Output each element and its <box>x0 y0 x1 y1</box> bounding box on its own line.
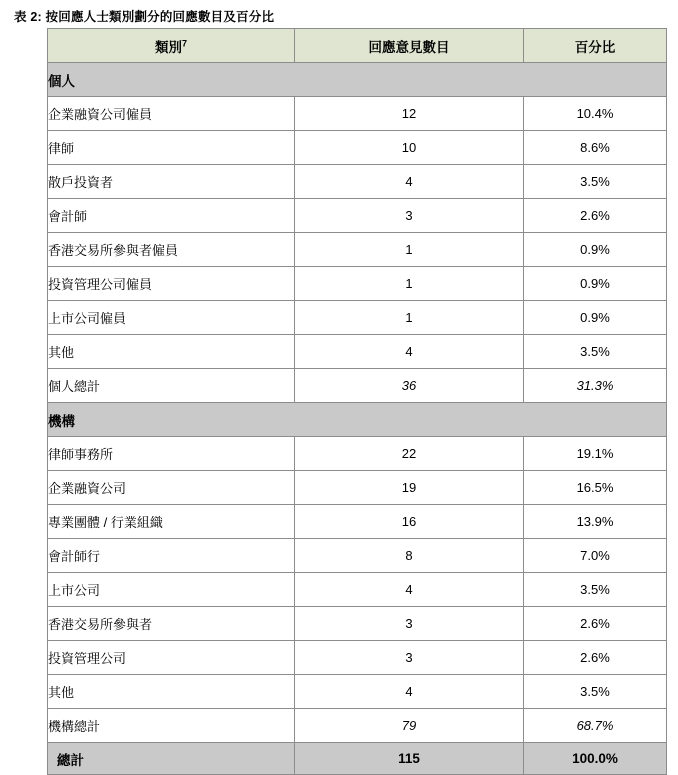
row-percent: 0.9% <box>524 233 667 267</box>
column-header-percent: 百分比 <box>524 29 667 63</box>
table-row <box>48 199 667 233</box>
group-header-label: 機構 <box>48 403 667 437</box>
table-row <box>48 607 667 641</box>
grand-total-row <box>48 743 667 775</box>
subtotal-label: 機構總計 <box>48 709 295 743</box>
grand-total-percent: 100.0% <box>524 743 667 775</box>
row-percent: 7.0% <box>524 539 667 573</box>
row-percent: 10.4% <box>524 97 667 131</box>
row-count: 12 <box>295 97 524 131</box>
row-label: 香港交易所參與者僱員 <box>48 233 295 267</box>
row-label: 會計師 <box>48 199 295 233</box>
subtotal-count: 79 <box>295 709 524 743</box>
row-count: 1 <box>295 267 524 301</box>
table-row <box>48 505 667 539</box>
row-percent: 3.5% <box>524 573 667 607</box>
row-count: 4 <box>295 165 524 199</box>
row-percent: 2.6% <box>524 607 667 641</box>
row-count: 1 <box>295 301 524 335</box>
responses-table <box>47 28 667 775</box>
column-header-category-label: 類別 <box>154 39 182 55</box>
row-percent: 13.9% <box>524 505 667 539</box>
table-row <box>48 97 667 131</box>
table-row <box>48 335 667 369</box>
row-label: 會計師行 <box>48 539 295 573</box>
row-count: 4 <box>295 335 524 369</box>
row-percent: 19.1% <box>524 437 667 471</box>
row-percent: 2.6% <box>524 199 667 233</box>
subtotal-percent: 31.3% <box>524 369 667 403</box>
row-count: 4 <box>295 573 524 607</box>
row-label: 律師 <box>48 131 295 165</box>
table-caption: 表 2: 按回應人士類別劃分的回應數目及百分比 <box>14 10 275 24</box>
row-count: 4 <box>295 675 524 709</box>
row-percent: 0.9% <box>524 267 667 301</box>
row-label: 其他 <box>48 675 295 709</box>
row-label: 上市公司僱員 <box>48 301 295 335</box>
row-percent: 16.5% <box>524 471 667 505</box>
table-row <box>48 641 667 675</box>
row-count: 19 <box>295 471 524 505</box>
table-row <box>48 471 667 505</box>
column-header-category-footnote: 7 <box>181 38 187 48</box>
row-label: 專業團體 / 行業組織 <box>48 505 295 539</box>
table-row <box>48 165 667 199</box>
row-percent: 8.6% <box>524 131 667 165</box>
row-percent: 3.5% <box>524 675 667 709</box>
row-count: 8 <box>295 539 524 573</box>
grand-total-label: 總計 <box>48 743 295 775</box>
table-row <box>48 301 667 335</box>
group-header-row <box>48 403 667 437</box>
table-header-row <box>48 29 667 63</box>
row-label: 上市公司 <box>48 573 295 607</box>
row-count: 1 <box>295 233 524 267</box>
subtotal-count: 36 <box>295 369 524 403</box>
table-row <box>48 539 667 573</box>
row-label: 企業融資公司 <box>48 471 295 505</box>
row-percent: 3.5% <box>524 335 667 369</box>
subtotal-row <box>48 369 667 403</box>
row-percent: 2.6% <box>524 641 667 675</box>
row-label: 企業融資公司僱員 <box>48 97 295 131</box>
subtotal-label: 個人總計 <box>48 369 295 403</box>
row-label: 其他 <box>48 335 295 369</box>
subtotal-percent: 68.7% <box>524 709 667 743</box>
group-header-label: 個人 <box>48 63 667 97</box>
table-row <box>48 437 667 471</box>
table-row <box>48 675 667 709</box>
row-label: 散戶投資者 <box>48 165 295 199</box>
row-count: 3 <box>295 641 524 675</box>
table-row <box>48 573 667 607</box>
subtotal-row <box>48 709 667 743</box>
row-count: 3 <box>295 607 524 641</box>
column-header-count: 回應意見數目 <box>295 29 524 63</box>
row-count: 16 <box>295 505 524 539</box>
row-label: 香港交易所參與者 <box>48 607 295 641</box>
responses-table-container <box>47 28 666 775</box>
table-row <box>48 233 667 267</box>
row-label: 投資管理公司 <box>48 641 295 675</box>
row-label: 律師事務所 <box>48 437 295 471</box>
grand-total-count: 115 <box>295 743 524 775</box>
row-percent: 0.9% <box>524 301 667 335</box>
column-header-category <box>48 29 295 63</box>
table-row <box>48 267 667 301</box>
row-count: 10 <box>295 131 524 165</box>
table-body <box>48 63 667 775</box>
table-row <box>48 131 667 165</box>
row-percent: 3.5% <box>524 165 667 199</box>
row-count: 22 <box>295 437 524 471</box>
row-label: 投資管理公司僱員 <box>48 267 295 301</box>
group-header-row <box>48 63 667 97</box>
row-count: 3 <box>295 199 524 233</box>
